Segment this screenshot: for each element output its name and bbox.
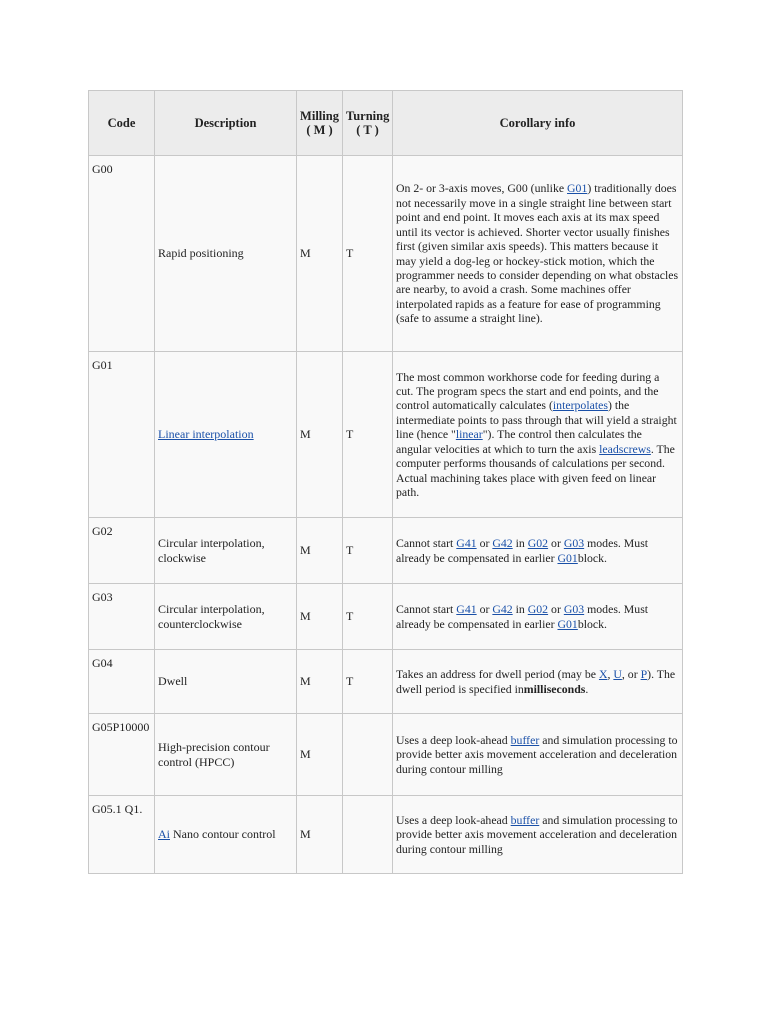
header-row	[89, 91, 683, 156]
link-g02[interactable]: G02	[527, 536, 549, 551]
header-code: Code	[89, 91, 155, 156]
text-segment: High-precision contour control (HPCC)	[158, 740, 270, 769]
text-segment: . The computer performs thousands of calculations per second. Actual machining takes place with given feed on linear path.	[396, 441, 675, 499]
gcode-cell: G03	[89, 584, 155, 650]
link-g02[interactable]: G02	[527, 602, 549, 617]
gcode-cell: G00	[89, 156, 155, 352]
text-segment: Nano contour control	[170, 827, 276, 842]
text-segment: or	[476, 536, 493, 551]
corollary-info-cell	[393, 650, 683, 714]
description-cell	[155, 650, 297, 714]
link-g01[interactable]: G01	[557, 616, 578, 631]
corollary-info-cell	[393, 156, 683, 352]
link-g01[interactable]: G01	[567, 181, 588, 196]
gcode-cell: G05.1 Q1.	[89, 796, 155, 874]
header-turning-line1: Turning	[346, 108, 390, 123]
link-interpolates[interactable]: interpolates	[552, 398, 608, 413]
gcode-cell: G01	[89, 352, 155, 518]
text-segment: or	[476, 602, 493, 617]
turning-cell: T	[343, 584, 393, 650]
header-turning-line2: ( T )	[356, 123, 379, 137]
text-segment: ) traditionally does not necessarily move in a single straight line between start point and end point. It moves each axis at its max speed until its vector is achieved. Shorter vector usually finishes first (given similar axis speeds). This matters because it may yield a dog-leg or hockey-stick motion, which the programmer needs to consider depending on what obstacles are nearby, to avoid a crash. Some machines offer interpolated rapids as a feature for ease of programming (safe to assume a straight line).	[396, 181, 679, 326]
text-segment: On 2- or 3-axis moves, G00 (unlike	[396, 181, 568, 196]
link-leadscrews[interactable]: leadscrews	[599, 441, 651, 456]
text-segment: The most common workhorse code for feeding during a cut. The program specs the start and end points, and the control automatically calculates (	[396, 369, 660, 413]
milling-cell: M	[297, 584, 343, 650]
milling-cell: M	[297, 650, 343, 714]
link-g01[interactable]: G01	[557, 550, 578, 565]
text-segment: Uses a deep look-ahead	[396, 812, 511, 827]
text-segment: Dwell	[158, 674, 188, 689]
link-p[interactable]: P	[640, 667, 648, 682]
gcode-table	[88, 90, 683, 874]
text-segment: "). The control then calculates the angular velocities at which to turn the axis	[396, 427, 642, 456]
turning-cell: T	[343, 352, 393, 518]
link-ai[interactable]: Ai	[158, 827, 170, 842]
link-u[interactable]: U	[613, 667, 622, 682]
link-linear-interpolation[interactable]: Linear interpolation	[158, 427, 254, 442]
header-milling	[297, 91, 343, 156]
text-segment: modes. Must already be compensated in earlier	[396, 602, 649, 631]
description-cell	[155, 796, 297, 874]
link-g41[interactable]: G41	[456, 602, 477, 617]
text-segment: .	[585, 681, 589, 696]
link-buffer[interactable]: buffer	[510, 732, 540, 747]
table-row	[89, 650, 683, 714]
bold-text: milliseconds	[523, 681, 586, 696]
table-row	[89, 352, 683, 518]
turning-cell: T	[343, 156, 393, 352]
text-segment: ,	[607, 667, 614, 682]
gcode-cell: G02	[89, 518, 155, 584]
header-description: Description	[155, 91, 297, 156]
link-g42[interactable]: G42	[492, 602, 513, 617]
text-segment: ) the intermediate points to pass through that will yield a straight line (hence "	[396, 398, 677, 442]
turning-cell	[343, 796, 393, 874]
table-row	[89, 156, 683, 352]
header-corollary-info: Corollary info	[393, 91, 683, 156]
text-segment: Circular interpolation, counterclockwise	[158, 602, 265, 631]
text-segment: in	[512, 602, 528, 617]
description-cell	[155, 584, 297, 650]
corollary-info-cell	[393, 796, 683, 874]
turning-cell	[343, 714, 393, 796]
text-segment: Cannot start	[396, 536, 457, 551]
gcode-cell: G04	[89, 650, 155, 714]
milling-cell: M	[297, 156, 343, 352]
link-g03[interactable]: G03	[563, 536, 585, 551]
link-g42[interactable]: G42	[492, 536, 513, 551]
corollary-info-cell	[393, 352, 683, 518]
text-segment: Takes an address for dwell period (may be	[396, 667, 599, 682]
table-row	[89, 714, 683, 796]
text-segment: Uses a deep look-ahead	[396, 732, 511, 747]
text-segment: Circular interpolation, clockwise	[158, 536, 265, 565]
corollary-info-cell	[393, 518, 683, 584]
header-turning	[343, 91, 393, 156]
table-row	[89, 796, 683, 874]
table-row	[89, 584, 683, 650]
text-segment: and simulation processing to provide better axis movement acceleration and deceleration during contour milling	[396, 732, 678, 776]
text-segment: or	[548, 602, 564, 617]
link-x[interactable]: X	[598, 667, 608, 682]
text-segment: modes. Must already be compensated in earlier	[396, 536, 649, 565]
text-segment: Rapid positioning	[158, 246, 244, 261]
milling-cell: M	[297, 714, 343, 796]
table-row	[89, 518, 683, 584]
text-segment: , or	[621, 667, 641, 682]
turning-cell: T	[343, 518, 393, 584]
link-linear[interactable]: linear	[455, 427, 483, 442]
milling-cell: M	[297, 796, 343, 874]
description-cell	[155, 352, 297, 518]
description-cell	[155, 518, 297, 584]
header-milling-line2: ( M )	[306, 123, 333, 137]
description-cell	[155, 714, 297, 796]
text-segment: and simulation processing to provide better axis movement acceleration and deceleration during contour milling	[396, 812, 678, 856]
text-segment: block.	[577, 616, 607, 631]
milling-cell: M	[297, 518, 343, 584]
text-segment: block.	[577, 550, 607, 565]
text-segment: in	[512, 536, 528, 551]
text-segment: or	[548, 536, 564, 551]
description-cell	[155, 156, 297, 352]
header-milling-line1: Milling	[300, 108, 339, 123]
text-segment: ). The dwell period is specified in	[396, 667, 676, 696]
link-g03[interactable]: G03	[563, 602, 585, 617]
link-g41[interactable]: G41	[456, 536, 477, 551]
link-buffer[interactable]: buffer	[510, 812, 540, 827]
text-segment: Cannot start	[396, 602, 457, 617]
milling-cell: M	[297, 352, 343, 518]
corollary-info-cell	[393, 584, 683, 650]
gcode-cell: G05P10000	[89, 714, 155, 796]
turning-cell: T	[343, 650, 393, 714]
corollary-info-cell	[393, 714, 683, 796]
